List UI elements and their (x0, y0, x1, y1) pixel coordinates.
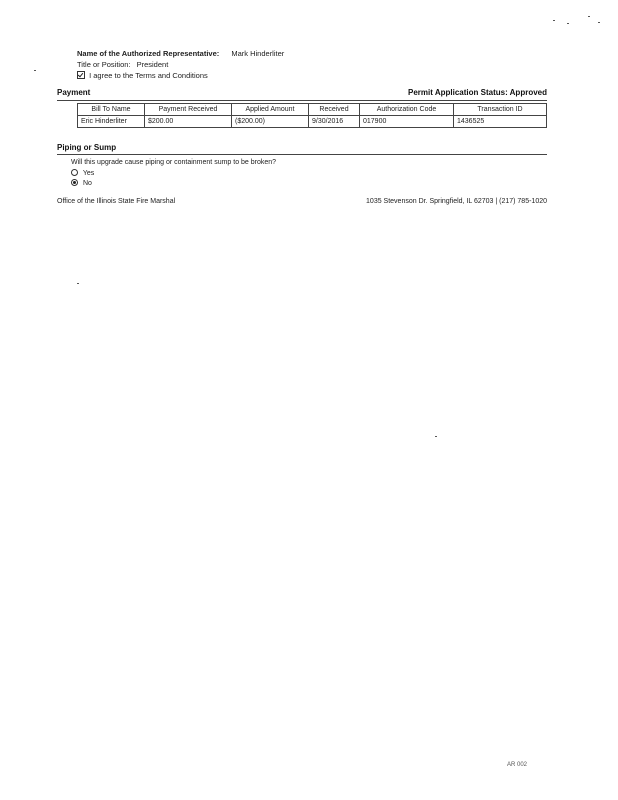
scan-speck (598, 22, 600, 23)
piping-option-no[interactable] (71, 179, 92, 187)
payment-table (77, 103, 547, 128)
representative-name-label: Name of the Authorized Representative: (77, 49, 220, 58)
column-header: Authorization Code (360, 104, 454, 116)
terms-agreement-label: I agree to the Terms and Conditions (89, 71, 208, 80)
piping-section-title: Piping or Sump (57, 143, 117, 152)
footer-office: Office of the Illinois State Fire Marshal (57, 198, 176, 205)
table-cell: 1436525 (454, 116, 547, 128)
piping-option-yes[interactable] (71, 169, 94, 177)
column-header: Applied Amount (232, 104, 309, 116)
scan-speck (588, 16, 590, 17)
table-cell: ($200.00) (232, 116, 309, 128)
option-label: No (82, 180, 92, 187)
table-cell: Eric Hinderliter (78, 116, 145, 128)
table-cell: 9/30/2016 (309, 116, 360, 128)
table-cell: 017900 (360, 116, 454, 128)
scan-speck (77, 283, 79, 284)
table-cell: $200.00 (145, 116, 232, 128)
column-header: Bill To Name (78, 104, 145, 116)
page-mark: AR 002 (507, 762, 528, 768)
column-header: Transaction ID (454, 104, 547, 116)
table-row (78, 116, 547, 128)
permit-application-status: Permit Application Status: Approved (408, 88, 547, 97)
scan-speck (567, 23, 569, 24)
terms-checkbox[interactable] (77, 71, 85, 79)
representative-title-value: President (136, 60, 169, 69)
piping-question: Will this upgrade cause piping or containment sump to be broken? (71, 159, 277, 166)
footer-address: 1035 Stevenson Dr. Springfield, IL 62703 | (217) 785-1020 (366, 198, 547, 205)
payment-section-title: Payment (57, 88, 91, 97)
representative-title-label: Title or Position: (77, 60, 131, 69)
representative-name-value: Mark Hinderliter (231, 49, 285, 58)
scan-speck (34, 70, 36, 71)
radio-button[interactable] (71, 179, 78, 186)
authorized-representative-block (77, 48, 284, 81)
piping-section-header (57, 143, 547, 155)
representative-title-row (77, 59, 284, 70)
scan-speck (553, 20, 555, 21)
scan-speck (435, 436, 437, 437)
column-header: Received (309, 104, 360, 116)
terms-agreement-row (77, 70, 284, 81)
payment-section-header (57, 88, 547, 101)
radio-button[interactable] (71, 169, 78, 176)
representative-name-row (77, 48, 284, 59)
payment-table-header-row (78, 104, 547, 116)
option-label: Yes (82, 170, 95, 177)
column-header: Payment Received (145, 104, 232, 116)
